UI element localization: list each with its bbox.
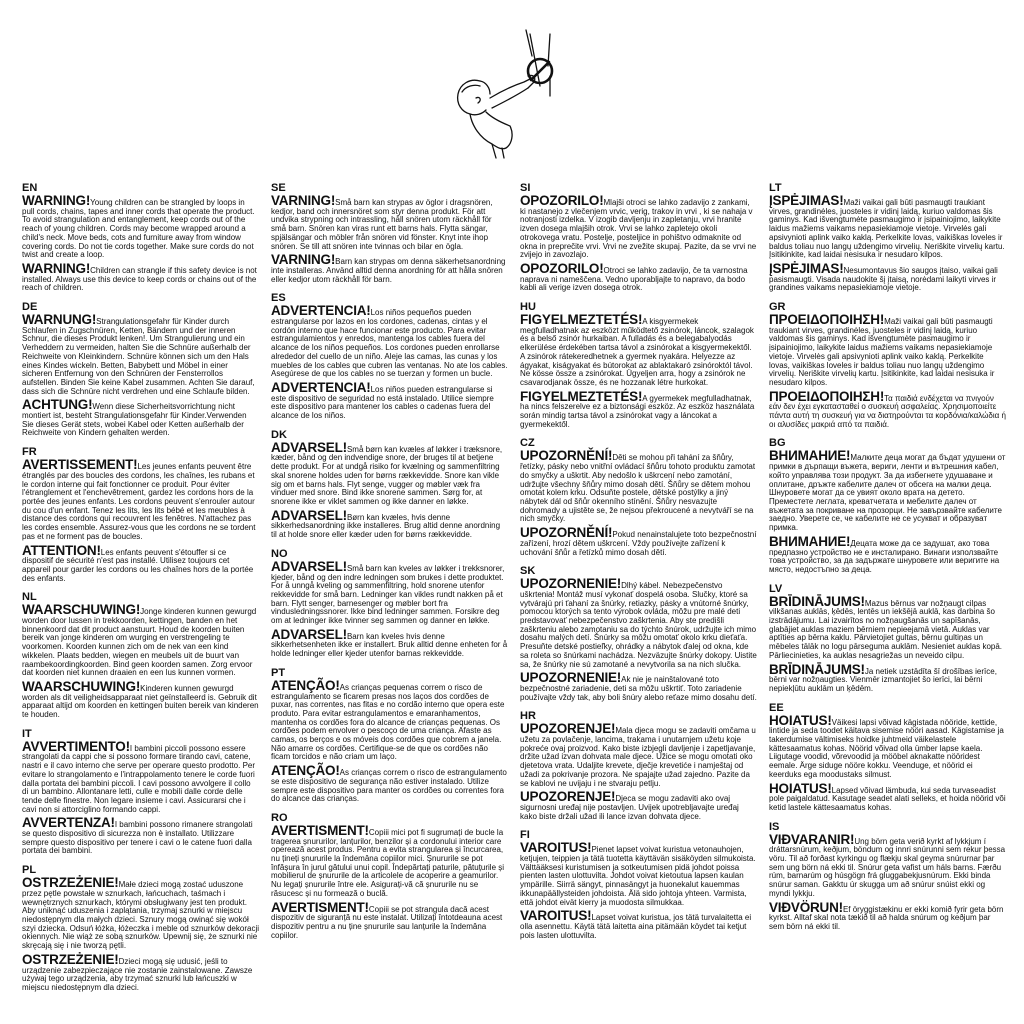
language-code: GR <box>769 301 786 314</box>
language-code: PL <box>22 864 37 877</box>
warning-text: Børn kan kvæles, hvis denne sikkerhedsanordning ikke installeres. Brug altid denne anordning til at holde snore eller kæder uden for børns rækkevidde. <box>271 512 501 540</box>
warning-heading: ĮSPĖJIMAS! <box>769 193 844 208</box>
language-section-de <box>22 301 259 438</box>
warning-paragraph <box>271 558 508 626</box>
language-section-en <box>22 182 259 293</box>
warning-text: Otroci se lahko zadavijo, če ta varnostna naprava ni nameščena. Vedno uporabljajte to napravo, da bodo kabli ali verige izven dosega otrok. <box>520 265 748 293</box>
language-section-bg <box>769 437 1006 574</box>
warning-heading: ADVARSEL! <box>271 626 347 642</box>
warning-heading: UPOZORNENIE! <box>520 576 622 592</box>
warning-text: Малките деца могат да бъдат удушени от примки в дърпащи въжета, вериги, ленти и вътрешния кабел, който управлява този продукт. За да избегнете удушаване и оплитане, дръжте кабелите далеч от обсега на малки деца. Шнуровете могат да се увият около врата на детето. Преместете леглата, креватчетата и мебелите далеч от въжетата за покриване на прозорци. Не завързвайте кабелите заедно. Уверете се, че кабелите не се усукват и образуват примка. <box>769 453 1006 533</box>
warning-heading: AVERTISSEMENT! <box>22 457 138 473</box>
column-2 <box>271 182 520 1016</box>
language-code: PT <box>271 666 286 679</box>
warning-text: Copiii se pot strangula dacă acest dispozitiv de siguranță nu este instalat. Utilizați întotdeauna acest dispozitiv pentru a nu ține șnururile sau lanțurile la îndemâna copiilor. <box>271 904 503 940</box>
warning-paragraph <box>271 439 508 507</box>
language-code: EN <box>22 182 38 194</box>
warning-paragraph <box>22 875 259 951</box>
language-section-ee <box>769 702 1006 813</box>
warning-paragraph <box>271 822 508 899</box>
warning-text: Nesumontavus šio saugos įtaiso, vaikai gali pasismaugti. Visada naudokite šį įtaisą, norėdami laikyti virves ir grandines vaikams nepasiekiamoje vietoje. <box>769 265 998 293</box>
warning-text: As crianças correm o risco de estrangulamento se este dispositivo de segurança não estiver instalado. Utilize sempre este dispositivo para manter os cordões ou correntes fora do alcance das crianças. <box>271 768 507 804</box>
warning-heading: ВНИМАНИЕ! <box>769 448 851 464</box>
warning-text: Små børn kan kvæles af løkker i træksnore, kæder, bånd og den indvendige snore, der bruges til at betjene dette produkt. For at undgå risiko for kvælning og sammenfiltring skal snorene holdes uden for børns rækkevidde. Snore kan vikle sig om et barns hals. Flyt senge, vugger og møbler væk fra vinduer med snore. Bind ikke snorene sammen. Sørg for, at snorene ikke er viklet sammen og ikke danner en løkke. <box>271 444 503 506</box>
warning-text: Dlhý kábel. Nebezpečenstvo uškrtenia! Montáž musí vykonať dospelá osoba. Slučky, ktoré sa vytvárajú pri ťahaní za šnúrky, retiazky, pásky a vnútorné šnúrky, pomocou ktorých sa tento výrobok ovláda, môžu pre malé deti predstavovať nebezpečenstvo zaškrtenia. Aby ste predišli zaškrteniu alebo zamotaniu sa do týchto šnúrok, udržujte ich mimo dosahu malých detí. Šnúrky sa môžu omotať okolo krku dieťaťa. Presuňte detské postieľky, ohrádky a nábytok ďalej od okna, kde sa roleta so šnúrkami nachádza. Nezväzujte šnúrky dokopy. Uistite sa, že šnúrky nie sú zamotané a nevytvorila sa na nich slučka. <box>520 581 757 669</box>
warning-heading: VARNING! <box>271 193 336 208</box>
warning-text: Ung börn geta verið kyrkt af lykkjum í dráttarsnúrum, keðjum, böndum og innri snúrunni sem rekur þessa vöru. Til að forðast kyrkingu og flækju skal geyma snúrurnar þar sem ung börn ná ekki til. Snúrur geta vafist um háls barns. Færðu rúm, barnarúm og húsgögn frá gluggabekjusnúrum. Ekki binda snúrur saman. Gakktu úr skugga um að snúrur snúist ekki og myndi lykkju. <box>769 836 1006 898</box>
warning-text: A kisgyermekek megfulladhatnak az eszközt működtető zsinórok, láncok, szalagok és a belső zsinór hurkaiban. A fulladás és a belegabalyodás elkerülése érdekében tartsa távol a zsinórokat a kisgyermekektől. A zsinórok rátekeredhetnek a gyermek nyakára. Helyezze az ágyakat, kiságyakat és bútorokat az ablaktakaró zsinóroktól távol. Ne kösse össze a zsinórokat. Ügyeljen arra, hogy a zsinórok ne csavarodjanak össze, és ne hozzanak létre hurkokat. <box>520 317 754 387</box>
warning-paragraph <box>22 602 259 678</box>
warning-paragraph <box>520 670 757 702</box>
warning-paragraph <box>271 507 508 540</box>
warning-text: Mlajši otroci se lahko zadavijo z zankami, ki nastanejo z vlečenjem vrvic, verig, trakov in vrvi , ki se nahaja v notranjosti izdelka. V izogib davljenju in zapletanju, vrvi hranite izven dosega mlajših otrok. Vrvi se lahko zapletejo okoli otrokovega vratu. Postelje, posteljice in pohištvo odmaknite od okna in preprečite vrvi. Vrvi ne zvežite skupaj. Pazite, da se vrvi ne zvijejo in zavozlajo. <box>520 198 757 260</box>
column-1 <box>22 182 271 1016</box>
language-code: EE <box>769 701 784 714</box>
language-section-si <box>520 182 757 293</box>
warning-text: Ja netiek uzstādīta šī drošības ierīce, bērni var nožņaugties. Vienmēr izmantojiet šo ierīci, lai bērni nepiekļūtu auklām un ķēdēm. <box>769 666 997 693</box>
warning-paragraph <box>520 260 757 293</box>
warning-paragraph <box>769 193 1006 260</box>
language-code: SE <box>271 182 286 194</box>
language-section-se <box>271 182 508 284</box>
warning-heading: AVVERTENZA! <box>22 815 115 831</box>
warning-paragraph <box>271 899 508 941</box>
warning-text: Децата може да се задушат, ако това предпазно устройство не е инсталирано. Винаги използвайте това устройство, за да задържате шнуровете или веригите на място, недостъпно за деца. <box>769 538 1000 574</box>
warning-heading: FIGYELMEZTETÉS! <box>520 388 643 404</box>
language-code: BG <box>769 437 786 450</box>
warning-text: Pienet lapset voivat kuristua vetonauhojen, ketjujen, teippien ja tätä tuotetta käyttävän sisäköyden silmukoista. Välttääksesi kuristumisen ja sotkeutumisen pidä johdot poissa pienten lasten ulottuvilta. Johdot voivat kietoutua lapsen kaulan ympärille. Siirrä sängyt, pinnasängyt ja huonekalut kauemmas ikkunapäällysteiden johdoista. Älä sido johtoja yhteen. Varmista, että johdot eivät kierry ja muodosta silmukkaa. <box>520 845 756 907</box>
warning-paragraph <box>769 780 1006 813</box>
warning-heading: WARNING! <box>22 193 91 208</box>
warning-paragraph <box>769 899 1006 932</box>
warning-paragraph <box>22 815 259 856</box>
warning-heading: OSTRZEŻENIE! <box>22 875 119 891</box>
warning-text: Kinderen kunnen gewurgd worden als dit veiligheidsapparaat niet geïnstalleerd is. Gebruik dit apparaat altijd om koorden en kettingen buiten bereik van kinderen te houden. <box>22 683 259 720</box>
language-code: HR <box>520 710 536 723</box>
warning-text: Maži vaikai gali būti pasmaugti traukiant virves, grandinėles, juosteles ir vidinį laidą, kuriuo valdomas šis gaminys. Kad išvengtumėte pasmaugimo ir įsipainiojimo, laikykite laidus mažiems vaikams nepasiekiamoje vietoje. Virvelės gali apsivynioti aplink vaiko kaklą. Perkelkite lovas, vaikiškas loveles ir baldus toliau nuo langų uždengimo virvelių. Neriškite virvelių kartu. Įsitikinkite, kad laidai nesisuka ir nesudaro kilpos. <box>769 317 995 387</box>
warning-text: I bambini piccoli possono essere strangolati da cappi che si possono formare tirando cavi, catene, nastri e il cavo interno che serve per operare questo prodotto. Per evitare lo strangolamento e l'intrappolamento tenere le corde fuori dalla portata dei bambini piccoli. I cavi possono avvolgere il collo di un bambino. Allontanare letti, culle e mobili dalle corde delle tende delle finestre. Non legare insieme i cavi. Assicurarsi che i cavi non si attorciglino formando cappi. <box>22 743 256 814</box>
warning-paragraph <box>22 260 259 293</box>
warning-heading: BRĪDINĀJUMS! <box>769 661 865 677</box>
warning-paragraph <box>520 525 757 557</box>
language-section-fr <box>22 446 259 583</box>
language-section-lt <box>769 182 1006 293</box>
warning-paragraph <box>271 379 508 421</box>
language-section-no <box>271 548 508 659</box>
language-code: FR <box>22 446 37 459</box>
warning-heading: ADVARSEL! <box>271 558 347 574</box>
warning-heading: ΠΡΟΕΙΔΟΠΟΙΗΣΗ! <box>769 388 885 404</box>
warning-paragraph <box>520 448 757 524</box>
warning-paragraph <box>22 397 259 438</box>
language-code: SK <box>520 565 536 578</box>
language-code: FI <box>520 829 530 842</box>
language-code: CZ <box>520 437 535 450</box>
language-section-cz <box>520 437 757 557</box>
language-code: DK <box>271 428 287 441</box>
warning-heading: ĮSPĖJIMAS! <box>769 260 844 276</box>
language-section-hu <box>520 301 757 429</box>
warning-paragraph <box>271 677 508 762</box>
language-section-es <box>271 292 508 420</box>
warning-paragraph <box>520 721 757 788</box>
warning-paragraph <box>22 738 259 815</box>
warning-heading: ATENÇÃO! <box>271 763 340 779</box>
warning-text: Les jeunes enfants peuvent être étranglés par des boucles des cordons, les chaînes, les rubans et le cordon interne qui fait fonctionner ce produit. Pour éviter l'étranglement et l'enchevêtrement, gardez les cordons hors de la portée des jeunes enfants. Les cordons peuvent s'enrouler autour du cou d'un enfant. Tenez les lits, les lits bébé et les meubles à distance des cordons qui recouvrent les fenêtres. N'attachez pas les cordes ensemble. Assurez-vous que les cordons ne se tordent pas et ne forment pas de boucles. <box>22 462 256 541</box>
language-section-is <box>769 821 1006 932</box>
warning-heading: VARNING! <box>271 252 336 268</box>
warning-text: Wenn diese Sicherheitsvorrichtung nicht montiert ist, besteht Strangulationsgefahr für Kinder.Verwenden Sie dieses Gerät stets, wobei Kabel oder Ketten außerhalb der Reichweite von Kindern gehalten werden. <box>22 402 247 438</box>
warning-heading: UPOZORNĚNÍ! <box>520 525 613 541</box>
language-section-hr <box>520 710 757 821</box>
warning-text: A gyermekek megfulladhatnak, ha nincs felszerelve ez a biztonsági eszköz. Az eszköz használata során mindig tartsa távol a zsinórokat vagy a láncokat a gyermekektől. <box>520 393 755 429</box>
language-section-nl <box>22 591 259 719</box>
warning-paragraph <box>22 542 259 584</box>
warning-paragraph <box>769 533 1006 575</box>
warning-heading: ADVARSEL! <box>271 439 347 455</box>
warning-paragraph <box>271 763 508 804</box>
warning-text: Maži vaikai gali būti pasmaugti traukiant virves, grandinėles, juosteles ir vidinį laidą, kuriuo valdomas šis gaminys. Kad išvengtumėte pasmaugimo ir įsipainiojimo, laikykite laidus mažiems vaikams nepasiekiamoje vietoje. Virvelės gali apsivynioti aplink vaiko kaklą. Perkelkite lovas, vaikiškas loveles ir baldus toliau nuo langų uždengimo virvelių. Neriškite virvelių kartu. Įsitikinkite, kad laidai nesisuka ir nesudaro kilpos. <box>769 198 1005 260</box>
warning-heading: ACHTUNG! <box>22 397 93 413</box>
warning-paragraph <box>22 457 259 541</box>
warning-text: Los niños pueden estrangularse si este dispositivo de seguridad no está instalado. Utilice siempre este dispositivo para mantener los cables o cadenas fuera del alcance de los niños. <box>271 384 494 421</box>
warning-paragraph <box>769 712 1006 780</box>
warning-text: Jonge kinderen kunnen gewurgd worden door lussen in trekkoorden, kettingen, banden en het binnenkoord dat dit product aanstuurt. Houd de koorden buiten bereik van jonge kinderen om wurging en verstrengeling te voorkomen. Koorden kunnen zich om de nek van een kind wikkelen. Plaats bedden, wiegen en meubels uit de buurt van raambekoordingkoorden. Bind geen koorden samen. Zorg ervoor dat koorden niet kunnen draaien en een lus kunnen vormen. <box>22 607 257 678</box>
warning-paragraph <box>271 252 508 284</box>
warning-paragraph <box>520 908 757 940</box>
warning-paragraph <box>769 831 1006 899</box>
warning-text: Små barn kan kveles av løkker i trekksnorer, kjeder, bånd og den indre ledningen som brukes i dette produktet. For å unngå kveling og sammenfiltring, hold snorene utenfor rekkevidde for små barn. Ledninger kan vikles rundt nakken på et barn. Flytt senger, barnesenger og møbler bort fra vindusledningssnorer. Ikke bind ledninger sammen. Forsikre deg om at ledninger ikke tvinner seg sammen og danner en løkke. <box>271 563 505 626</box>
language-code: SI <box>520 182 531 194</box>
language-section-lv <box>769 583 1006 694</box>
warning-text: Children can strangle if this safety device is not installed. Always use this device to keep cords or chains out of the reach of children. <box>22 265 257 293</box>
warning-paragraph <box>520 388 757 430</box>
warning-heading: AVERTISMENT! <box>271 899 369 915</box>
warning-heading: OPOZORILO! <box>520 193 604 208</box>
warning-text: Väikesi lapsi võivad kägistada nööride, kettide, lintide ja seda toodet käitava sisemise nööri aasad. Kägistamise ja takerdumise vältimiseks hoidke juhtmeid väikelastele kättesaamatus kohas. Nöörid võivad olla ümber lapse kaela. Liigutage voodid, võrevoodid ja mööbel aknakatte nööridest eemale. Ärge siduge nööre kokku. Veenduge, et nöörid ei keerduks ega moodustaks silmust. <box>769 717 1004 779</box>
warning-text: As crianças pequenas correm o risco de estrangulamento se ficarem presas nos laços dos cordões de puxar, nas correntes, nas fitas e no cordão interno que opera este produto. Para evitar estrangulamentos e emaranhamentos, mantenha os cordões fora do alcance de crianças pequenas. Os cordões podem envolver o pescoço de uma criança. Afaste as camas, os berços e os móveis dos cordões que cobrem a janela. Não amarre os cordões. Certifique-se de que os cordões não ficam torcidos e não criam um laço. <box>271 682 505 762</box>
warning-paragraph <box>520 840 757 907</box>
warning-text: Barn kan kveles hvis denne sikkerhetsenheten ikke er installert. Bruk alltid denne enheten for å holde ledninger eller kjeder utenfor barnas rekkevidde. <box>271 631 508 659</box>
warning-heading: WARNUNG! <box>22 312 97 328</box>
warning-heading: VAROITUS! <box>520 840 592 856</box>
language-code: NL <box>22 591 37 604</box>
language-code: RO <box>271 811 288 824</box>
warning-heading: BRĪDINĀJUMS! <box>769 593 865 609</box>
language-code: NO <box>271 547 288 560</box>
warning-text: Dzieci mogą się udusić, jeśli to urządzenie zabezpieczające nie zostanie zainstalowane. Zawsze używaj tego urządzenia, aby trzymać sznurki lub łańcuszki w miejscu niedostępnym dla dzieci. <box>22 956 253 992</box>
warning-text: Mazus bērnus var nožņaugt cilpas vilkšanas auklās, ķēdēs, lentēs un iekšējā auklā, kas darbina šo izstrādājumu. Lai izvairītos no nožņaugšanās un sapīšanās, glabājiet auklas maziem bērniem nepieejamā vietā. Auklas var aptīties ap bērna kaklu. Pārvietojiet gultas, bērnu gultiņas un mēbeles tālāk no logu pārseguma auklām. Nesieniet auklas kopā. Pārliecinieties, ka auklas nesagriežas un neveido cilpu. <box>769 598 1003 660</box>
warning-paragraph <box>22 193 259 260</box>
warning-paragraph <box>769 593 1006 661</box>
warning-text: Děti se mohou při tahání za šňůry, řetízky, pásky nebo vnitřní ovládací šňůru tohoto produktu zamotat do smyčky a uškrtit. Aby nedošlo k uškrcení nebo zamotání, udržujte všechny šňůry mimo dosah dětí. Šňůry se dětem mohou omotat kolem krku. Odsuňte postele, dětské postýlky a jiný nábytek dál od šňůr okenního stínění. Šňůry nesvazujte dohromady a ujistěte se, že nejsou překroucené a nevytváří se na nich smyčky. <box>520 453 756 524</box>
warning-heading: VAROITUS! <box>520 908 592 924</box>
warning-heading: ADVERTENCIA! <box>271 303 371 319</box>
language-section-dk <box>271 429 508 540</box>
warning-paragraph <box>520 576 757 669</box>
language-section-ro <box>271 812 508 940</box>
warning-heading: HOIATUS! <box>769 780 832 796</box>
warning-paragraph <box>22 951 259 993</box>
warning-text: I bambini possono rimanere strangolati se questo dispositivo di sicurezza non è installato. Utilizzare sempre questo dispositivo per tenere i cavi o le catene fuori dalla portata dei bambini. <box>22 820 253 856</box>
language-section-pl <box>22 864 259 992</box>
warning-paragraph <box>769 448 1006 533</box>
warning-heading: ATTENTION! <box>22 542 101 558</box>
warning-text: Djeca se mogu zadaviti ako ovaj sigurnosni uređaj nije postavljen. Uvijek upotrebljavajte uređaj kako biste držali užad ili lance izvan dohvata djece. <box>520 794 739 821</box>
warning-text: Young children can be strangled by loops in pull cords, chains, tapes and inner cords that operate the product. To avoid strangulation and entanglement, keep cords out of the reach of young children. Cords may become wrapped around a child's neck. Move beds, cots and furniture away from window covering cords. Do not tie cords together. Make sure cords do not twist and create a loop. <box>22 198 255 260</box>
warning-heading: OSTRZEŻENIE! <box>22 951 119 967</box>
warning-heading: VIÐVÖRUN! <box>769 899 843 915</box>
warning-text: Ef öryggistækinu er ekki komið fyrir geta börn kyrkst. Alltaf skal nota tækið til að halda snúrum og keðjum þar sem börn ná ekki til. <box>769 904 1004 931</box>
language-code: LV <box>769 582 783 595</box>
warning-text: Små barn kan strypas av öglor i dragsnören, kedjor, band och innersnöret som styr denna produkt. För att undvika strypning och intrassling, håll snören utom räckhåll för små barn. Snören kan viras runt ett barns hals. Flytta sängar, spjälsängar och möbler från snören vid fönster. Knyt inte ihop snören. Se till att snören inte tvinnas och bilar en ögla. <box>271 198 493 251</box>
column-4 <box>769 182 1018 1016</box>
warning-text: Barn kan strypas om denna säkerhetsanordning inte installeras. Använd alltid denna anordning för att hålla snören eller kedjor utom räckhåll för barn. <box>271 257 506 284</box>
warning-heading: VIÐVARANIR! <box>769 831 855 847</box>
warning-heading: AVERTISMENT! <box>271 822 369 838</box>
warning-heading: UPOZORNĚNÍ! <box>520 448 613 464</box>
language-section-it <box>22 728 259 856</box>
warning-text: Copiii mici pot fi sugrumați de bucle la tragerea șnururilor, lanțurilor, benzilor și a cordonului interior care operează acest produs. Pentru a evita strangularea și încurcarea, nu țineți șnururile la îndemâna copiilor mici. Șnururile se pot înfășura în jurul gâtului unui copil. Îndepărtați paturile, pătuțurile și mobilierul de șnururile de la articolele de acoperire a geamurilor. Nu legați șnururile între ele. Asigurați-vă că șnururile nu se răsucesc și nu formează o buclă. <box>271 827 505 898</box>
warning-heading: HOIATUS! <box>769 712 832 728</box>
warning-paragraph <box>271 303 508 379</box>
warning-heading: UPOZORENJE! <box>520 789 616 805</box>
language-code: IS <box>769 820 780 833</box>
warning-text: Ak nie je nainštalované toto bezpečnostné zariadenie, deti sa môžu uškrtiť. Toto zariadenie používajte vždy tak, aby boli šnúry alebo reťaze mimo dosahu detí. <box>520 675 757 702</box>
warning-heading: WARNING! <box>22 260 91 276</box>
warning-heading: AVVERTIMENTO! <box>22 738 130 754</box>
warning-heading: UPOZORENJE! <box>520 721 616 737</box>
warning-text: Les enfants peuvent s'étouffer si ce dispositif de sécurité n'est pas installé. Utilisez toujours cet appareil pour garder les cordons ou les chaînes hors de la portée des enfants. <box>22 547 254 583</box>
warning-heading: ADVARSEL! <box>271 507 347 523</box>
warning-heading: ΠΡΟΕΙΔΟΠΟΙΗΣΗ! <box>769 312 885 328</box>
warning-heading: OPOZORILO! <box>520 260 604 276</box>
language-section-pt <box>271 667 508 804</box>
warning-paragraph <box>769 312 1006 388</box>
language-section-sk <box>520 565 757 702</box>
warning-heading: FIGYELMEZTETÉS! <box>520 312 643 328</box>
warning-text: Los niños pequeños pueden estrangularse por lazos en los cordones, cadenas, cintas y el cordón interno que hace funcionar este producto. Para evitar estrangulamientos y enredos, mantenga los cables fuera del alcance de los niños pequeños. Los cordones pueden enrollarse alrededor del cuello de un niño. Aleje las camas, las cunas y los muebles de los cables que cubren las ventanas. No ate los cables. Asegúrese de que los cables no se tuerzan y formen un bucle. <box>271 308 508 379</box>
warning-paragraph <box>769 661 1006 694</box>
warning-heading: UPOZORNENIE! <box>520 670 622 686</box>
warning-paragraph <box>271 193 508 251</box>
warning-paragraph <box>520 193 757 260</box>
column-3 <box>520 182 769 1016</box>
language-section-fi <box>520 829 757 940</box>
warning-paragraph <box>22 678 259 720</box>
language-columns <box>22 182 1006 1016</box>
warning-text: Małe dzieci mogą zostać uduszone przez pętle powstałe w sznurkach, łańcuchach, taśmach i wewnętrznych sznurkach, którymi obsługiwany jest ten produkt. Aby uniknąć uduszenia i zaplątania, trzymaj sznurki w miejscu niedostępnym dla małych dzieci. Sznury mogą owinąć się wokół szyi dziecka. Odsuń łóżka, łóżeczka i meble od sznurków dekoracji okiennych. Nie wiąż ze sobą sznurków. Upewnij się, że sznurki nie skręcają się i nie tworzą pętli. <box>22 880 259 951</box>
warning-heading: ВНИМАНИЕ! <box>769 533 851 549</box>
warning-paragraph <box>769 260 1006 293</box>
child-reaching-cord-illustration <box>440 26 580 166</box>
warning-text: Τα παιδιά ενδέχεται να πνιγούν εάν δεν έχει εγκατασταθεί ο συσκευή ασφαλείας. Χρησιμοποιείτε πάντα αυτή τη συσκευή για να διατηρούνται τα κορδόνια/καλώδια ή οι αλυσίδες μακριά από τα παιδιά. <box>769 393 1006 429</box>
warning-text: Pokud nenainstalujete toto bezpečnostní zařízení, hrozí dětem uškrcení. Vždy používejte zařízení k uchování šňůr a řetízků mimo dosah dětí. <box>520 530 757 557</box>
language-code: DE <box>22 301 38 314</box>
warning-heading: WAARSCHUWING! <box>22 678 141 694</box>
language-code: LT <box>769 182 782 194</box>
language-code: ES <box>271 292 286 305</box>
warning-heading: ATENÇÃO! <box>271 677 340 693</box>
warning-paragraph <box>271 626 508 659</box>
warning-paragraph <box>520 312 757 388</box>
warning-text: Lapset voivat kuristua, jos tätä turvalaitetta ei olla asennettu. Käytä tätä laitetta aina pitämään köydet tai ketjut pois lasten ulottuvilta. <box>520 913 752 940</box>
warning-heading: ADVERTENCIA! <box>271 379 371 395</box>
warning-paragraph <box>520 789 757 821</box>
warning-paragraph <box>769 388 1006 430</box>
language-code: IT <box>22 727 32 740</box>
warning-text: Lapsed võivad lämbuda, kui seda turvaseadist pole paigaldatud. Kasutage seadet alati selleks, et hoida nöörid või ketid lastele kättesaamatus kohas. <box>769 785 1006 812</box>
warning-text: Mala djeca mogu se zadaviti omčama u užetu za povlačenje, lancima, trakama i unutarnjem užetu koje pokreće ovaj proizvod. Kako biste izbjegli davljenje i zapetljavanje, držite užad izvan dohvata male djece. Užice se mogu omotati oko djetetova vrata. Udaljite krevete, dječje krevetiće i namještaj od užadi za pokrivanje prozora. Ne spajajte užad zajedno. Pazite da se kablovi ne uvijaju i ne stvaraju petlju. <box>520 726 756 788</box>
warning-paragraph <box>22 312 259 396</box>
warning-text: Strangulationsgefahr für Kinder durch Schlaufen in Zugschnüren, Ketten, Bändern und der inneren Schnur, die dieses Produkt lenken!. Um Strangulierung und ein Verheddern zu vermeiden, halten Sie die Schnüre außerhalb der Reichweite von Kleinkindern. Schnüre können sich um den Hals eines Kindes wickeln. Betten, Babybett und Möbel in einer sicheren Entfernung von den Schnüren der Fensterrollos aufstellen. Binden Sie keine Kabel zusammen. Achten Sie darauf, dass sich die Schnüre nicht verdrehen und eine Schlaufe bilden. <box>22 317 255 396</box>
language-code: HU <box>520 301 536 314</box>
warning-heading: WAARSCHUWING! <box>22 602 141 618</box>
language-section-gr <box>769 301 1006 429</box>
